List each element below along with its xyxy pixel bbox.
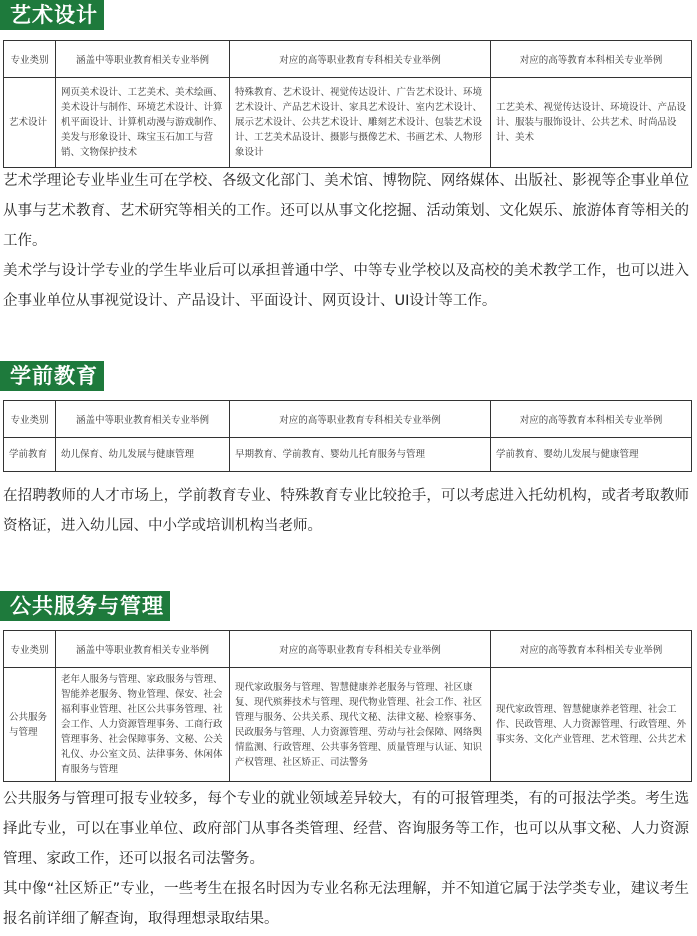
header-vocational: 对应的高等职业教育专科相关专业举例 bbox=[230, 631, 491, 668]
majors-table-preschool bbox=[3, 400, 692, 472]
table-row bbox=[4, 438, 692, 472]
section-title: 学前教育 bbox=[4, 361, 104, 391]
cell-vocational: 特殊教育、艺术设计、视觉传达设计、广告艺术设计、环境艺术设计、产品艺术设计、家具艺术设计、室内艺术设计、展示艺术设计、公共艺术设计、雕刻艺术设计、包装艺术设计、工艺美术品设计、摄影与摄像艺术、书画艺术、人物形象设计 bbox=[230, 78, 491, 168]
cell-secondary: 网页美术设计、工艺美术、美术绘画、美术设计与制作、环境艺术设计、计算机平面设计、计算机动漫与游戏制作、美发与形象设计、珠宝玉石加工与营销、文物保护技术 bbox=[56, 78, 230, 168]
majors-table-art-design bbox=[3, 40, 692, 168]
section-title: 公共服务与管理 bbox=[4, 591, 170, 621]
cell-secondary: 幼儿保育、幼儿发展与健康管理 bbox=[56, 438, 230, 472]
cell-secondary: 老年人服务与管理、家政服务与管理、智能养老服务、物业管理、保安、社会福利事业管理、社区公共事务管理、社会工作、人力资源管理事务、工商行政管理事务、社会保障事务、文秘、公关礼仪、办公室文员、法律事务、休闲体育服务与管理 bbox=[56, 668, 230, 782]
header-category: 专业类别 bbox=[4, 41, 56, 78]
paragraph: 艺术学理论专业毕业生可在学校、各级文化部门、美术馆、博物院、网络媒体、出版社、影视等企事业单位从事与艺术教育、艺术研究等相关的工作。还可以从事文化挖掘、活动策划、文化娱乐、旅游体育等相关的工作。 bbox=[3, 173, 689, 249]
header-secondary: 涵盖中等职业教育相关专业举例 bbox=[56, 41, 230, 78]
table-header-row bbox=[4, 631, 692, 668]
table-header-row bbox=[4, 41, 692, 78]
table-row bbox=[4, 78, 692, 168]
header-category: 专业类别 bbox=[4, 631, 56, 668]
header-secondary: 涵盖中等职业教育相关专业举例 bbox=[56, 631, 230, 668]
cell-category: 学前教育 bbox=[4, 438, 56, 472]
header-undergraduate: 对应的高等教育本科相关专业举例 bbox=[491, 401, 692, 438]
cell-category: 艺术设计 bbox=[4, 78, 56, 168]
section-title: 艺术设计 bbox=[4, 0, 104, 30]
paragraph: 在招聘教师的人才市场上，学前教育专业、特殊教育专业比较抢手，可以考虑进入托幼机构，或者考取教师资格证，进入幼儿园、中小学或培训机构当老师。 bbox=[3, 488, 689, 534]
paragraph: 美术学与设计学专业的学生毕业后可以承担普通中学、中等专业学校以及高校的美术教学工作，也可以进入企事业单位从事视觉设计、产品设计、平面设计、网页设计、UI设计等工作。 bbox=[3, 263, 689, 309]
header-vocational: 对应的高等职业教育专科相关专业举例 bbox=[230, 41, 491, 78]
cell-undergraduate: 工艺美术、视觉传达设计、环境设计、产品设计、服装与服饰设计、公共艺术、时尚品设计、美术 bbox=[491, 78, 692, 168]
table-row bbox=[4, 668, 692, 782]
cell-undergraduate: 学前教育、婴幼儿发展与健康管理 bbox=[491, 438, 692, 472]
header-category: 专业类别 bbox=[4, 401, 56, 438]
paragraph: 公共服务与管理可报专业较多，每个专业的就业领域差异较大，有的可报管理类，有的可报法学类。考生选择此专业，可以在事业单位、政府部门从事各类管理、经营、咨询服务等工作，也可以从事文秘、人力资源管理、家政工作，还可以报名司法警务。 bbox=[3, 791, 689, 867]
majors-table-public-service bbox=[3, 630, 692, 782]
cell-category: 公共服务与管理 bbox=[4, 668, 56, 782]
table-header-row bbox=[4, 401, 692, 438]
cell-vocational: 早期教育、学前教育、婴幼儿托育服务与管理 bbox=[230, 438, 491, 472]
header-vocational: 对应的高等职业教育专科相关专业举例 bbox=[230, 401, 491, 438]
header-undergraduate: 对应的高等教育本科相关专业举例 bbox=[491, 631, 692, 668]
cell-undergraduate: 现代家政管理、智慧健康养老管理、社会工作、民政管理、人力资源管理、行政管理、外事实务、文化产业管理、艺术管理、公共艺术 bbox=[491, 668, 692, 782]
paragraph: 其中像“社区矫正”专业，一些考生在报名时因为专业名称无法理解，并不知道它属于法学类专业，建议考生报名前详细了解查询，取得理想录取结果。 bbox=[3, 881, 689, 927]
header-undergraduate: 对应的高等教育本科相关专业举例 bbox=[491, 41, 692, 78]
header-secondary: 涵盖中等职业教育相关专业举例 bbox=[56, 401, 230, 438]
cell-vocational: 现代家政服务与管理、智慧健康养老服务与管理、社区康复、现代殡葬技术与管理、现代物业管理、社会工作、社区管理与服务、公共关系、现代文秘、法律文秘、检察事务、民政服务与管理、人力资源管理、劳动与社会保障、网络舆情监测、行政管理、公共事务管理、质量管理与认证、知识产权管理、社区矫正、司法警务 bbox=[230, 668, 491, 782]
